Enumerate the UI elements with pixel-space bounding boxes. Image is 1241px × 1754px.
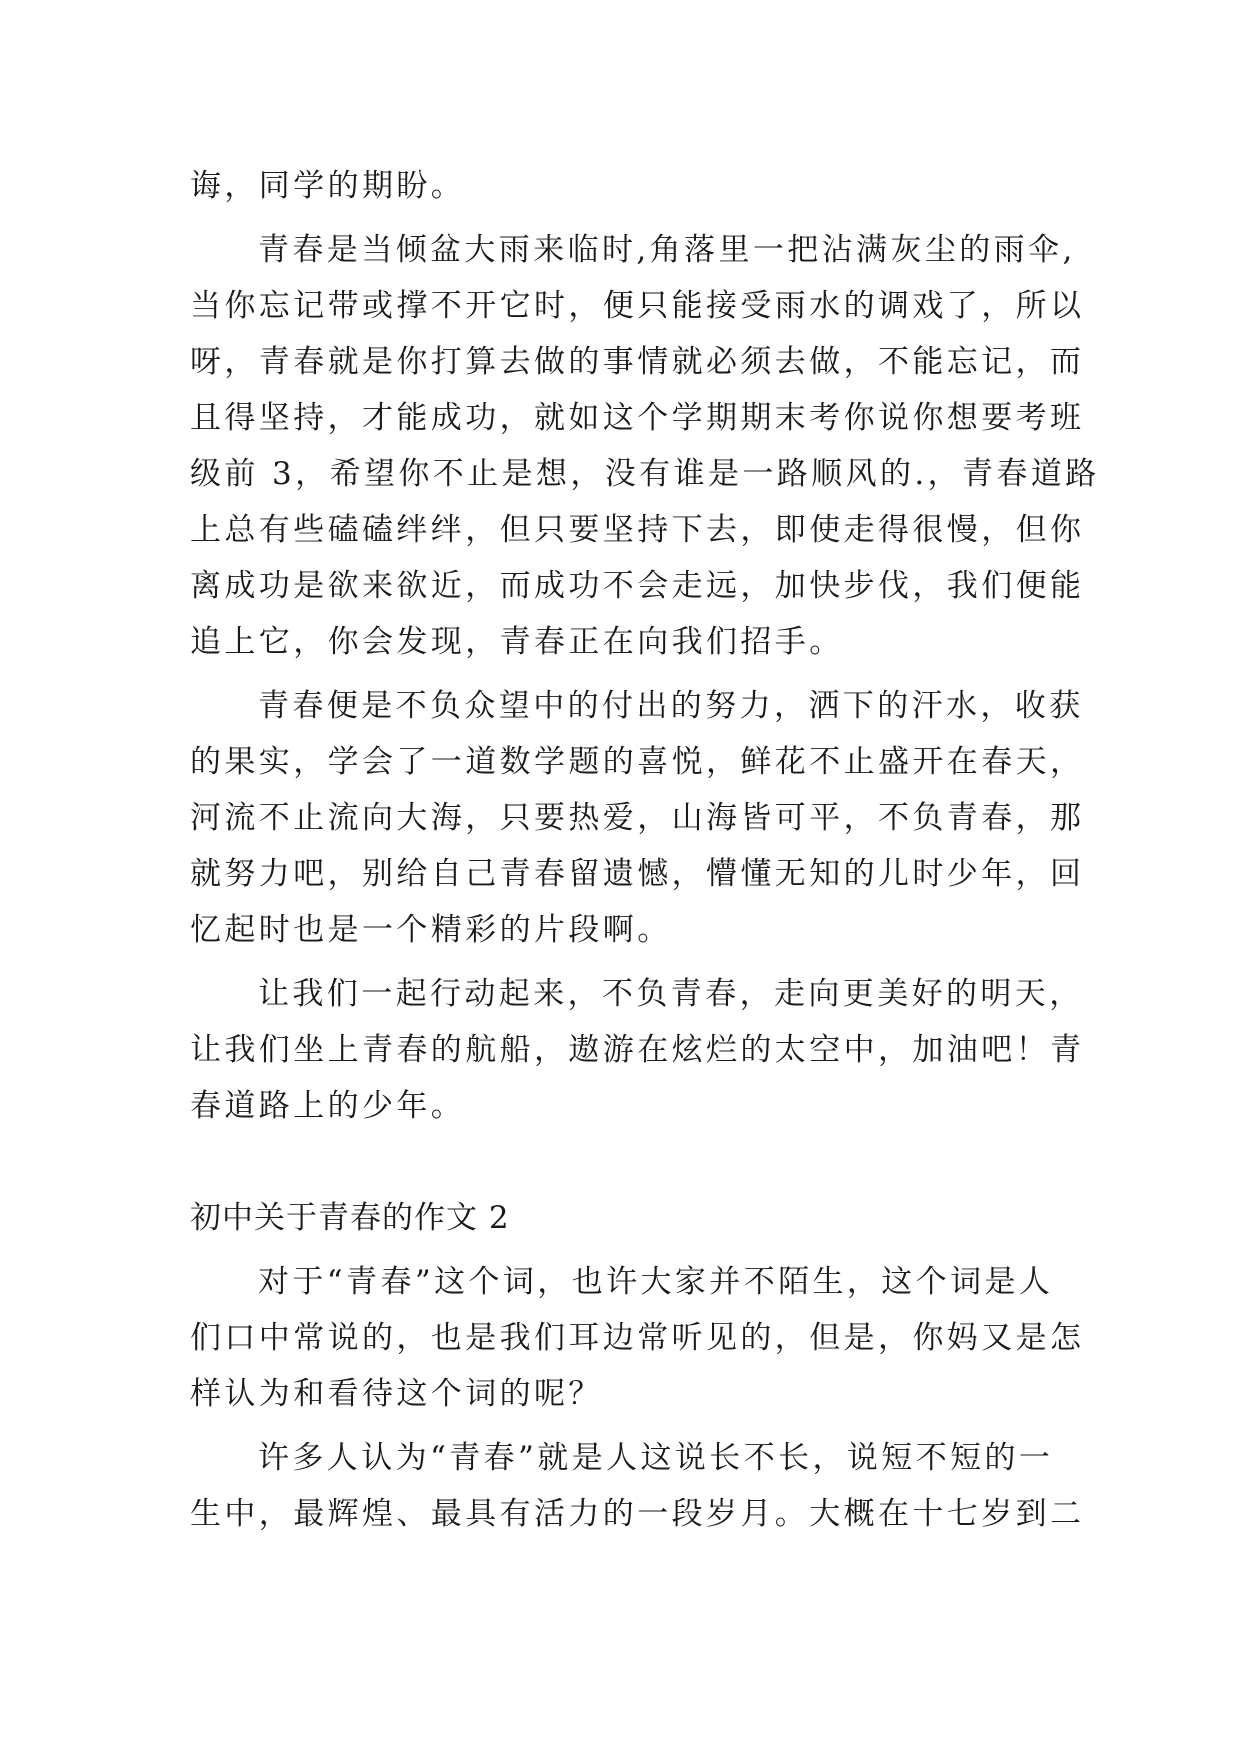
text-line: 诲，同学的期盼。 [190,168,466,204]
text-line: 且得坚持，才能成功，就如这个学期期末考你说你想要考班 [190,400,1085,436]
text-line: 们口中常说的，也是我们耳边常听见的，但是，你妈又是怎 [190,1320,1085,1356]
paragraph-first-line: 许多人认为“青春”就是人这说长不长，说短不短的一 [258,1440,1054,1476]
text-line: 级前 3，希望你不止是想，没有谁是一路顺风的.，青春道路 [190,456,1100,492]
paragraph-first-line: 青春是当倾盆大雨来临时,角落里一把沾满灰尘的雨伞, [258,232,1076,268]
text-line: 样认为和看待这个词的呢？ [190,1376,603,1412]
text-line: 河流不止流向大海，只要热爱，山海皆可平，不负青春，那 [190,800,1085,836]
text-line: 春道路上的少年。 [190,1088,466,1124]
text-line: 上总有些磕磕绊绊，但只要坚持下去，即使走得很慢，但你 [190,512,1085,548]
paragraph-first-line: 青春便是不负众望中的付出的努力，洒下的汗水，收获 [258,688,1084,724]
section-heading: 初中关于青春的作文 2 [190,1200,510,1236]
text-line: 忆起时也是一个精彩的片段啊。 [190,912,672,948]
text-line: 当你忘记带或撑不开它时，便只能接受雨水的调戏了，所以 [190,288,1085,324]
text-line: 就努力吧，别给自己青春留遗憾，懵懂无知的儿时少年，回 [190,856,1085,892]
paragraph-first-line: 对于“青春”这个词，也许大家并不陌生，这个词是人 [258,1264,1054,1300]
text-line: 呀，青春就是你打算去做的事情就必须去做，不能忘记，而 [190,344,1085,380]
paragraph-first-line: 让我们一起行动起来，不负青春，走向更美好的明天， [258,976,1084,1012]
text-line: 的果实，学会了一道数学题的喜悦，鲜花不止盛开在春天， [190,744,1085,780]
text-line: 追上它，你会发现，青春正在向我们招手。 [190,624,844,660]
text-line: 离成功是欲来欲近，而成功不会走远，加快步伐，我们便能 [190,568,1085,604]
text-line: 让我们坐上青春的航船，遨游在炫烂的太空中，加油吧！青 [190,1032,1085,1068]
text-line: 生中，最辉煌、最具有活力的一段岁月。大概在十七岁到二 [190,1496,1085,1532]
